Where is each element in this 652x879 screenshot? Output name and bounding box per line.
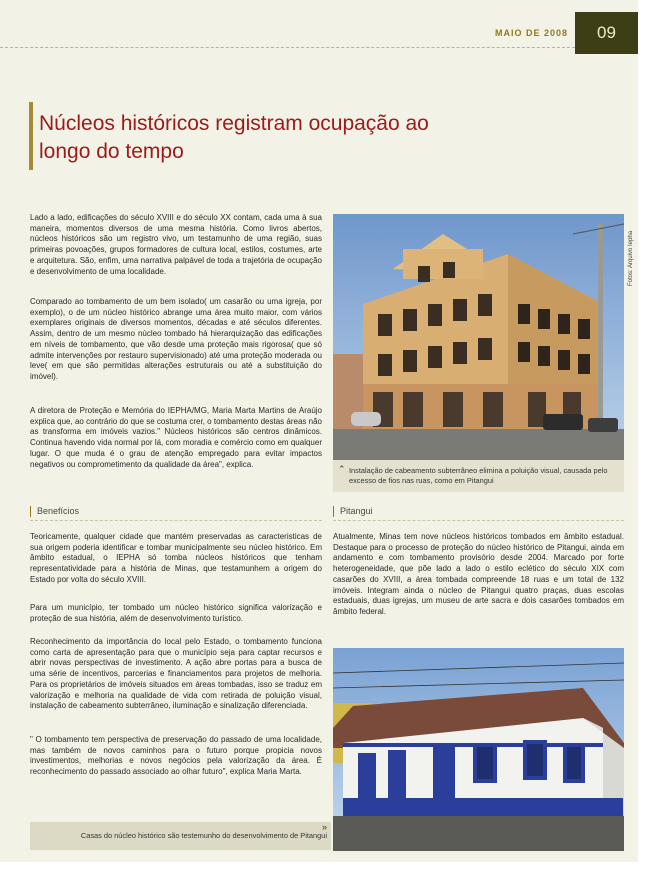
section-divider	[30, 520, 322, 521]
intro-paragraph-1: Lado a lado, edificações do século XVIII e do século XX contam, cada uma à sua maneira, momentos diversos de uma mesma história. Como livros abertos, núcleos históricos são um registro vivo, um testamunho de uma região, suas primeiras povoações, grupos formadores de cultura local, estilos, costumes, arte e arquitetura. São, enfim, uma narrativa palpável de toda a trajetória de ocupação e desenvolvimento de uma localidade.	[30, 213, 322, 276]
beneficios-paragraph-3: Reconhecimento da importância do local pelo Estado, o tombamento funciona como carta de apresentação para que o município seja para captar recursos e abrir novas perspectivas de investimento. A ação abre portas para a busca de uma série de incentivos, parcerias e financiamentos para projetos de melhoria. Para os proprietários de imóveis situados em áreas tombadas, isso se traduz em valorização e melhoria na qualidade de vida com retirada de poluição visual, instalação de cabeamento subterrâneo, iluminação e sinalização diferenciada.	[30, 637, 322, 711]
intro-paragraph-2: Comparado ao tombamento de um bem isolado( um casarão ou uma igreja, por exemplo), o de um núcleo histórico abrange uma área muito maior, com vários exemplares originais de diversos momentos, décadas e até séculos diferentes. Assim, dentro de um mesmo núcleo tombado há hierarquização das edificações em níveis de tombamento, que vão desde uma proteção mais rigorosa( que só admite intervenções por restauro supervisionado) até uma proteção moderada ou leve( em que são permitidas alterações estruturais ou até a substituição do imóvel).	[30, 297, 322, 381]
beneficios-paragraph-1: Teoricamente, qualquer cidade que mantém preservadas as caracteristicas de sua origem poderia identificar e tombar municipalmente seu núcleo histórico. Em âmbito estadual, o IEPHA só tomba núcleos históricos que tenham representatividade para a história de Minas, que testamunhem a origem do Estado por volta do século XVIII.	[30, 532, 322, 584]
pitangui-paragraph-1: Atualmente, Minas tem nove núcleos históricos tombados em âmbito estadual. Destaque para o processo de proteção do núcleo histórico de Pitangui, ainda em andamento e com tombamento provisório desde 2004. Marcado por forte heterogeneidade, que põe lado a lado o estilo eclético do século XIX com casarões do XVIII, a área tombada compreende 18 ruas e um total de 132 imóveis. Integram ainda o núcleo de Pitangui quatro praças, duas escolas estaduais, duas igrejas, um museu de arte sacra e dois casarões tombados em âmbito federal.	[333, 532, 624, 616]
double-chevron-right-icon: »	[321, 822, 327, 832]
section-divider	[333, 520, 624, 521]
photo2-caption: Casas do núcleo histórico são testemunho do desenvolvimento de Pitangui	[80, 831, 327, 840]
page-number-box	[575, 12, 638, 54]
photo-credit: Fotos: Arquivo Iepha	[628, 230, 634, 286]
beneficios-quote: " O tombamento tem perspectiva de preservação do passado de uma localidade, mas também de novos caminhos para o futuro porque propicia novos investimentos, melhorias e novos negócios pela valorização da área. É reconhecimento do passado associado ao olhar futuro", explica Maria Marta.	[30, 735, 322, 777]
chevron-up-icon: ⌃	[338, 464, 346, 474]
building-illustration	[333, 214, 624, 460]
section-heading-beneficios: Benefícios	[30, 506, 79, 517]
photo1-caption-box	[333, 460, 624, 492]
page-number: 09	[597, 23, 616, 42]
beneficios-paragraph-2: Para um município, ter tombado um núcleo histórico significa valorização e proteção de sua história, além de desenvolvimento turístico.	[30, 603, 322, 623]
article-title: Núcleos históricos registram ocupação ao longo do tempo	[39, 112, 429, 163]
title-accent-bar	[29, 102, 33, 170]
photo1-caption: Instalação de cabeamento subterrâneo elimina a poluição visual, causada pelo excesso de fios nas ruas, como em Pitangui	[349, 466, 608, 485]
issue-date: MAIO DE 2008	[494, 28, 568, 38]
building-photo	[333, 214, 624, 460]
intro-paragraph-3: A diretora de Proteção e Memória do IEPHA/MG, Maria Marta Martins de Araújo explica que, ao contrário do que se costuma crer, o tombamento destas áreas não as transforma em imóveis vazios." Núcleos históricos são centros dinâmicos. Continua havendo vida normal por lá, com moradia e comércio como em qualquer lugar. O que muda é o grau de atenção empregado para evitar impactos negativos ou comprometimento da qualidade da área", explica.	[30, 406, 322, 469]
photo2-caption-box	[30, 822, 331, 850]
house-illustration	[333, 648, 624, 851]
section-heading-pitangui: Pitangui	[333, 506, 373, 517]
colonial-house-photo	[333, 648, 624, 851]
header-divider	[0, 47, 575, 48]
